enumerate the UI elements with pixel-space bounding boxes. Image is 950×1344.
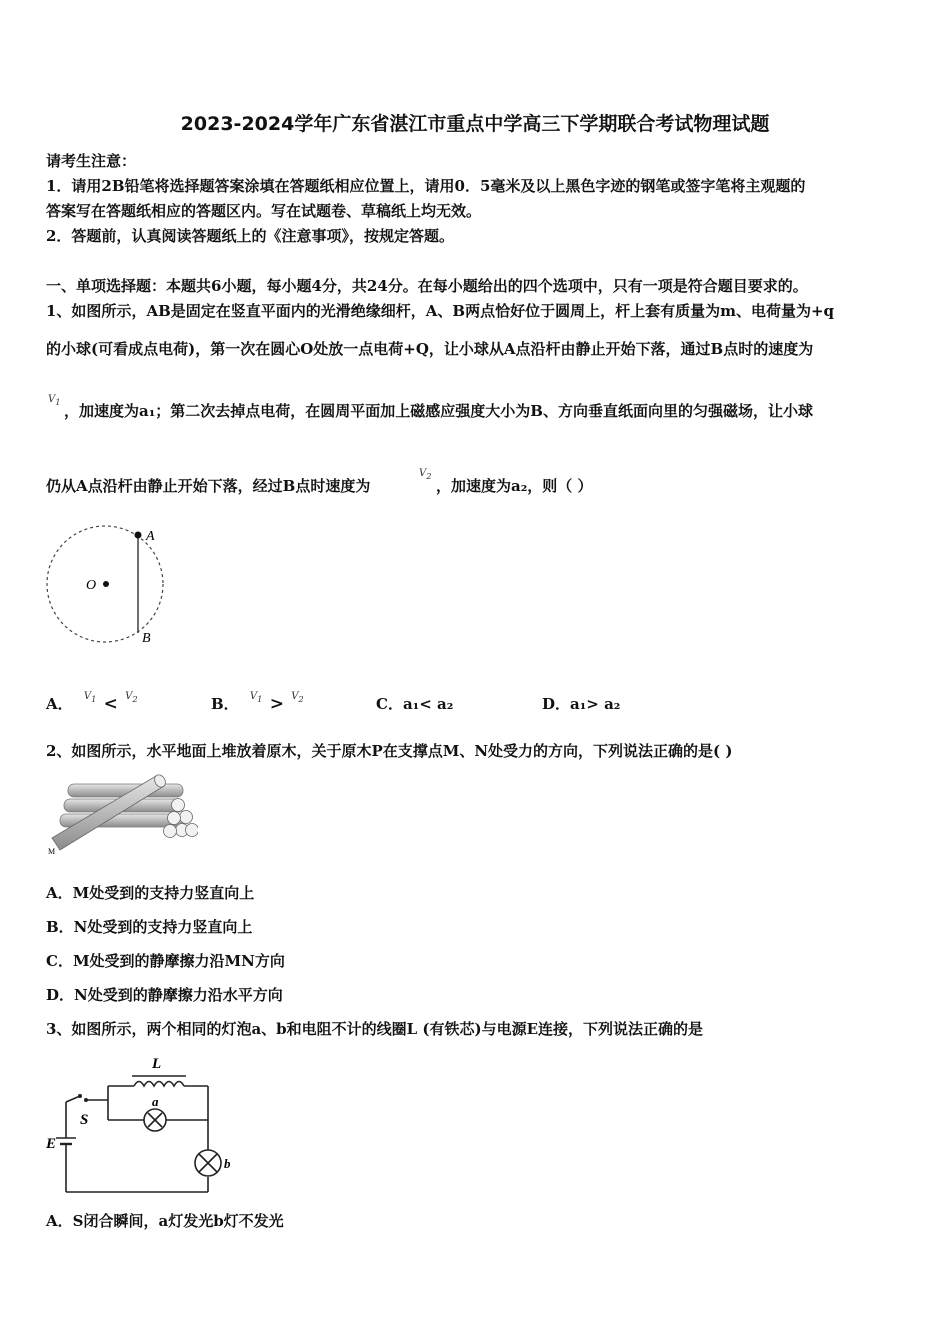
q1-option-c[interactable]: C．a₁< a₂ xyxy=(376,695,454,713)
label-m: M xyxy=(48,847,56,856)
q1-line-4b: ，加速度为a₂，则（ ） xyxy=(436,477,593,495)
center-point-o xyxy=(103,581,109,587)
log-end xyxy=(186,824,199,837)
label-o: O xyxy=(86,578,97,593)
log-end xyxy=(180,811,193,824)
q2-logs-figure xyxy=(46,772,198,858)
q3-stem: 3、如图所示，两个相同的灯泡a、b和电阻不计的线圈L (有铁芯)与电源E连接，下列说法正确的是 xyxy=(46,1020,704,1038)
q2-stem: 2、如图所示，水平地面上堆放着原木，关于原木P在支撑点M、N处受力的方向，下列说法正确的是( ) xyxy=(46,742,733,760)
q2-option-d[interactable]: D．N处受到的静摩擦力沿水平方向 xyxy=(46,986,283,1004)
q1-line-1: 1、如图所示，AB是固定在竖直平面内的光滑绝缘细杆，A、B两点恰好位于圆周上，杆上套有质量为m、电荷量为+q xyxy=(46,302,835,320)
q2-option-c[interactable]: C．M处受到的静摩擦力沿MN方向 xyxy=(46,952,285,970)
log-end xyxy=(168,812,181,825)
section-heading: 一、单项选择题：本题共6小题，每小题4分，共24分。在每小题给出的四个选项中，只有一项是符合题目要求的。 xyxy=(46,277,808,295)
label-b-lamp: b xyxy=(224,1156,231,1171)
label-a-lamp: a xyxy=(152,1094,159,1109)
log-end xyxy=(172,799,185,812)
log-end xyxy=(164,825,177,838)
label-a: A xyxy=(146,529,155,544)
q1-option-a[interactable]: A． $^{V_1}$ < $^{V_2}$ xyxy=(46,691,138,714)
q1-v1-symbol: $V_1$ xyxy=(48,394,61,407)
notice-line-1: 1．请用2B铅笔将选择题答案涂填在答题纸相应位置上，请用0．5毫米及以上黑色字迹的钢笔或签字笔将主观题的 xyxy=(46,177,806,195)
label-s: S xyxy=(80,1112,89,1128)
notice-line-3: 2．答题前，认真阅读答题纸上的《注意事项》，按规定答题。 xyxy=(46,227,454,245)
notice-heading: 请考生注意： xyxy=(46,152,137,170)
label-l: L xyxy=(152,1056,162,1072)
notice-line-2: 答案写在答题纸相应的答题区内。写在试题卷、草稿纸上均无效。 xyxy=(46,202,482,220)
q1-line-2: 的小球(可看成点电荷)，第一次在圆心O处放一点电荷+Q，让小球从A点沿杆由静止开始下落，通过B点时的速度为 xyxy=(46,340,814,358)
q3-option-a[interactable]: A．S闭合瞬间，a灯发光b灯不发光 xyxy=(46,1212,284,1230)
page-title: 2023-2024学年广东省湛江市重点中学高三下学期联合考试物理试题 xyxy=(180,113,770,135)
q2-option-a[interactable]: A．M处受到的支持力竖直向上 xyxy=(46,884,255,902)
q1-option-b[interactable]: B． $^{V_1}$ > $^{V_2}$ xyxy=(211,691,304,714)
q2-option-b[interactable]: B．N处受到的支持力竖直向上 xyxy=(46,918,253,936)
label-b: B xyxy=(142,631,151,646)
q1-v2-symbol: $V_2$ xyxy=(419,468,432,481)
q1-circle-figure xyxy=(40,520,180,650)
ball-at-a xyxy=(135,532,142,539)
q1-option-d[interactable]: D．a₁> a₂ xyxy=(542,695,621,713)
q1-line-3: ，加速度为a₁；第二次去掉点电荷，在圆周平面加上磁感应强度大小为B、方向垂直纸面向里的匀强磁场，让小球 xyxy=(64,402,813,420)
label-e: E xyxy=(46,1136,57,1152)
q1-line-4a: 仍从A点沿杆由静止开始下落，经过B点时速度为 xyxy=(46,477,371,495)
q3-circuit-figure xyxy=(42,1052,242,1198)
switch-contact xyxy=(78,1094,82,1098)
switch-contact xyxy=(84,1098,88,1102)
